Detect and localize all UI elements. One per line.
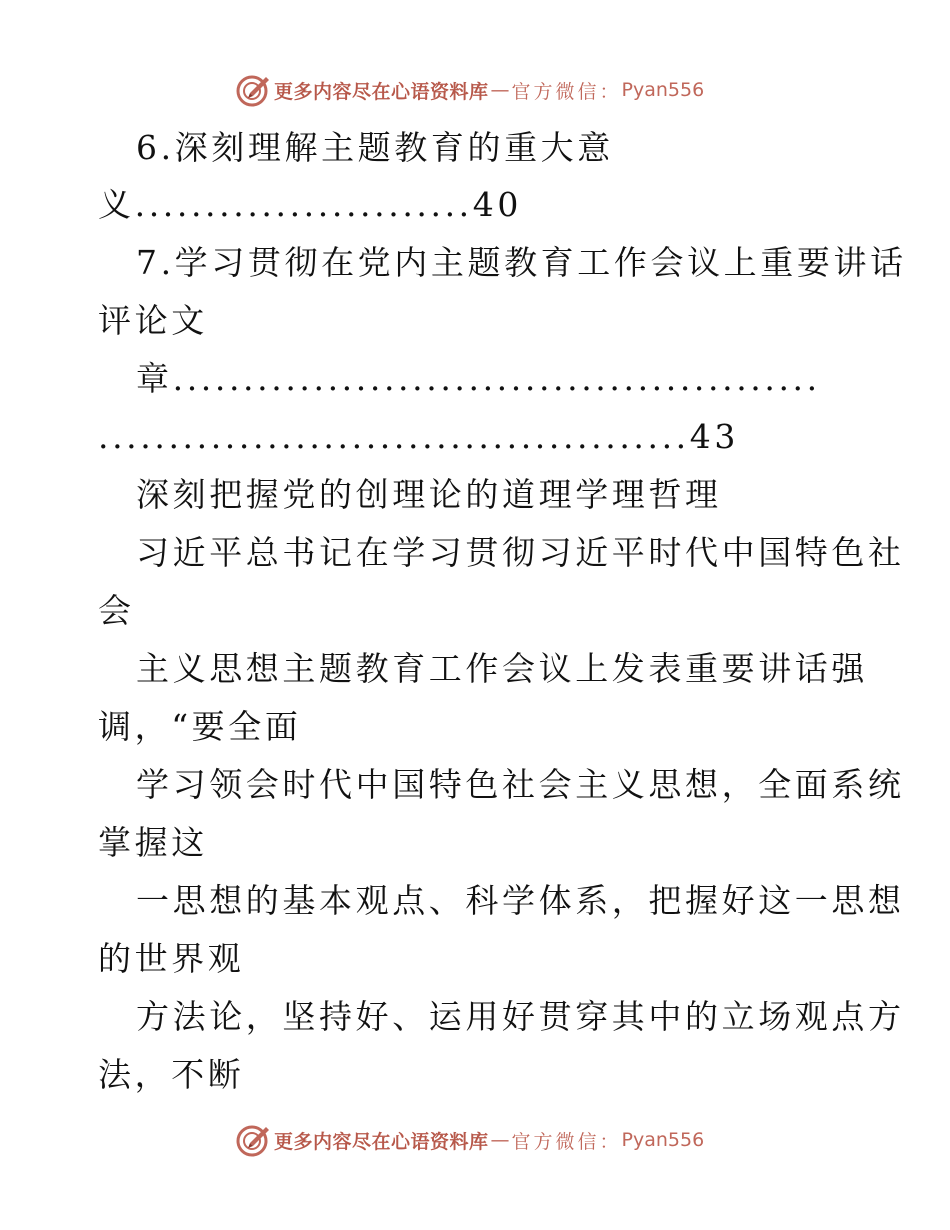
- article-line: 的世界观: [98, 939, 245, 978]
- watermark-dash: —: [490, 79, 510, 101]
- watermark-wechat-label: 官方微信：: [511, 1130, 622, 1153]
- article-line: 一思想的基本观点、科学体系，把握好这一思想: [136, 881, 905, 920]
- watermark-main-text: 更多内容尽在心语资料库: [274, 80, 489, 103]
- watermark-dash: —: [490, 1129, 510, 1151]
- toc-entry-6-leader: [0, 180, 950, 230]
- toc-entry-7-leader-cont: [0, 412, 950, 462]
- toc-entry-7-dots-cont: ..........................................: [98, 417, 690, 456]
- toc-entry-6-dots: ........................: [134, 185, 473, 224]
- article-title: 深刻把握党的创理论的道理学理哲理: [136, 475, 722, 514]
- toc-entry-7-dots: ..............................................: [172, 359, 821, 398]
- toc-entry-6-page: 40: [472, 185, 522, 224]
- article-line: 掌握这: [98, 823, 208, 862]
- article-line: 学习领会时代中国特色社会主义思想，全面系统: [136, 765, 905, 804]
- watermark-wechat-label: 官方微信：: [511, 80, 622, 103]
- watermark-wechat-id: Pyan556: [621, 1129, 705, 1151]
- article-line: 习近平总书记在学习贯彻习近平时代中国特色社: [136, 533, 905, 572]
- pen-logo-icon: [236, 1123, 270, 1157]
- toc-entry-6-title: 6.深刻理解主题教育的重大意: [136, 128, 614, 167]
- watermark-wechat-id: Pyan556: [621, 79, 705, 101]
- toc-entry-7-title: 7.学习贯彻在党内主题教育工作会议上重要讲话: [136, 243, 907, 282]
- pen-logo-icon: [236, 73, 270, 107]
- article-line: 会: [98, 591, 135, 630]
- article-line: 主义思想主题教育工作会议上发表重要讲话强: [136, 649, 868, 688]
- toc-entry-7-title-cont: 评论文: [98, 301, 208, 340]
- article-line: 法，不断: [98, 1055, 245, 1094]
- toc-entry-7-title-end: 章: [136, 359, 173, 398]
- article-line: 调，“要全面: [98, 707, 302, 746]
- toc-entry-7-page: 43: [689, 417, 739, 456]
- footer-watermark: [236, 1122, 704, 1158]
- header-watermark: [236, 72, 704, 108]
- watermark-main-text: 更多内容尽在心语资料库: [274, 1130, 489, 1153]
- article-line: 方法论，坚持好、运用好贯穿其中的立场观点方: [136, 997, 905, 1036]
- toc-entry-6-title-cont: 义: [98, 185, 135, 224]
- toc-entry-7-leader: [0, 354, 950, 404]
